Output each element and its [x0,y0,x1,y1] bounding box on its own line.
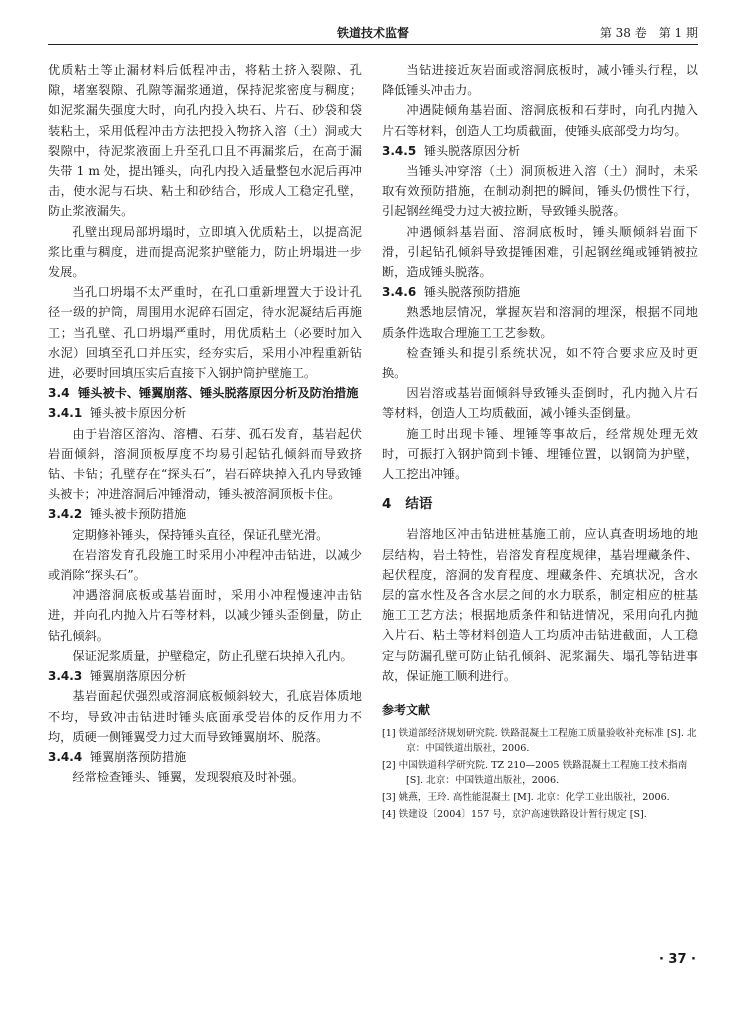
reference-item: [4] 铁建设〔2004〕157 号，京沪高速铁路设计暂行规定 [S]. [382,809,647,821]
section-number: 4 [382,496,392,513]
paragraph: 在岩溶发育孔段施工时采用小冲程冲击钻进，以减少或消除“探头石”。 [48,547,362,583]
paragraph: 冲遇倾斜基岩面、溶洞底板时，锤头顺倾斜岩面下滑，引起钻孔倾斜导致提锤困难，引起钢丝绳或锤销被拉断，造成锤头脱落。 [382,224,698,280]
subsection-title: 锤翼崩落预防措施 [90,749,187,764]
section-heading [48,383,362,403]
subsection-title: 锤翼崩落原因分析 [90,669,187,684]
right-column [382,60,698,824]
subsection-heading [382,141,698,161]
paragraph: 熟悉地层情况，掌握灰岩和溶洞的埋深，根据不同地质条件选取合理施工工艺参数。 [382,305,698,340]
paragraph: 定期修补锤头，保持锤头直径，保证孔壁光滑。 [72,527,329,542]
subsection-number: 3.4.1 [48,406,83,421]
subsection-number: 3.4.3 [48,669,83,684]
issue-info: 第 38 卷 第 1 期 [599,26,698,40]
reference-item: [3] 姚燕，王玲. 高性能混凝土 [M]. 北京：化学工业出版社，2006. [382,792,670,804]
paragraph: 基岩面起伏强烈或溶洞底板倾斜较大，孔底岩体质地不均，导致冲击钻进时锤头底面承受岩体的反作用力不均，质硬一侧锤翼受力过大而导致锤翼崩坏、脱落。 [48,689,362,744]
subsection-title: 锤头脱落预防措施 [424,285,521,300]
paragraph: 孔壁出现局部坍塌时，立即填入优质粘土，以提高泥浆比重与稠度，进而提高泥浆护壁能力，防止坍塌进一步发展。 [48,224,362,280]
paragraph: 当锤头冲穿溶（土）洞顶板进入溶（土）洞时，未采取有效预防措施，在制动刹把的瞬间，锤头仍惯性下行，引起钢丝绳受力过大被拉断，导致锤头脱落。 [382,164,698,219]
paragraph: 经常检查锤头、锤翼，发现裂痕及时补强。 [72,770,304,785]
reference-item: [2] 中国铁道科学研究院. TZ 210—2005 铁路混凝土工程施工技术指南 [S]. 北京：中国铁道出版社，2006. [382,760,688,787]
paragraph: 由于岩溶区溶沟、溶槽、石芽、孤石发育，基岩起伏岩面倾斜，溶洞顶板厚度不均易引起钻孔倾斜而导致挤钻、卡钻；孔壁存在“探头石”，岩石碎块掉入孔内导致锤头被卡；冲进溶洞后冲锤滑动，锤头被溶洞顶板卡住。 [48,426,362,502]
section-title: 锤头被卡、锤翼崩落、锤头脱落原因分析及防治措施 [78,386,359,401]
subsection-heading [382,282,698,302]
subsection-heading [48,747,362,767]
section-heading [382,494,698,514]
paragraph: 施工时出现卡锤、埋锤等事故后，经常规处理无效时，可振打入钢护筒到卡锤、埋锤位置，以钢筒为护壁，人工挖出冲锤。 [382,426,698,482]
subsection-number: 3.4.4 [48,749,83,764]
subsection-title: 锤头被卡预防措施 [90,507,187,522]
paragraph: 优质粘土等止漏材料后低程冲击，将粘土挤入裂隙、孔隙，堵塞裂隙、孔隙等漏浆通道，保持泥浆密度与稠度；如泥浆漏失强度大时，向孔内投入块石、片石、砂袋和袋装粘土，采用低程冲击方法把投入物挤入溶（土）洞或大裂隙中，待泥浆液面上升至孔口且不再漏浆后，在高于漏失带 1 m 处，提出锤头，向孔内投入适量整包水泥后再冲击，使水泥与石块、粘土和砂结合，形成人工稳定孔壁，防止浆液漏失。 [48,63,362,219]
journal-title: 铁道技术监督 [336,26,409,40]
paragraph: 当孔口坍塌不太严重时，在孔口重新埋置大于设计孔径一级的护筒，周围用水泥碎石固定，待水泥凝结后再施工；当孔壁、孔口坍塌严重时，用优质粘土（必要时加入水泥）回填至孔口并压实，经夯实后，采用小冲程重新钻进，必要时回填压实后直接下入钢护筒护壁施工。 [48,285,362,381]
paragraph: 检查锤头和提引系统状况，如不符合要求应及时更换。 [382,345,698,381]
subsection-title: 锤头脱落原因分析 [424,143,521,158]
subsection-heading [48,403,362,423]
section-number: 3.4 [48,386,70,401]
paragraph: 冲遇陡倾角基岩面、溶洞底板和石芽时，向孔内抛入片石等材料，创造人工均质截面，使锤头底部受力均匀。 [382,103,698,138]
paragraph: 当钻进接近灰岩面或溶洞底板时，减小锤头行程，以降低锤头冲击力。 [382,63,698,98]
subsection-heading [48,504,362,524]
subsection-number: 3.4.6 [382,285,417,300]
section-title: 结语 [405,496,433,513]
paragraph: 因岩溶或基岩面倾斜导致锤头歪倒时，孔内抛入片石等材料，创造人工均质截面，减小锤头歪倒量。 [382,386,698,421]
subsection-number: 3.4.2 [48,507,83,522]
paragraph: 保证泥浆质量，护壁稳定，防止孔壁石块掉入孔内。 [72,648,353,663]
reference-item: [1] 铁道部经济规划研究院. 铁路混凝土工程施工质量验收补充标准 [S]. 北京：中国铁道出版社，2006. [382,728,697,755]
subsection-title: 锤头被卡原因分析 [90,406,187,421]
references-heading: 参考文献 [382,703,431,718]
paragraph: 岩溶地区冲击钻进桩基施工前，应认真查明场地的地层结构，岩土特性，岩溶发育程度规律，基岩埋藏条件、起伏程度，溶洞的发育程度、埋藏条件、充填状况，含水层的富水性及各含水层之间的水力联系，制定相应的桩基施工工艺方法；根据地质条件和钻进情况，采用向孔内抛入片石、粘土等材料创造人工均质冲击钻进截面，人工稳定与防漏孔壁可防止钻孔倾斜、泥浆漏失、塌孔等钻进事故，保证施工顺利进行。 [382,527,698,683]
page-number: · 37 · [658,952,696,967]
left-column [48,60,362,787]
paragraph: 冲遇溶洞底板或基岩面时，采用小冲程慢速冲击钻进，并向孔内抛入片石等材料，以减少锤头歪倒量，防止钻孔倾斜。 [48,588,362,643]
page-header [48,18,698,45]
subsection-number: 3.4.5 [382,143,417,158]
subsection-heading [48,666,362,686]
